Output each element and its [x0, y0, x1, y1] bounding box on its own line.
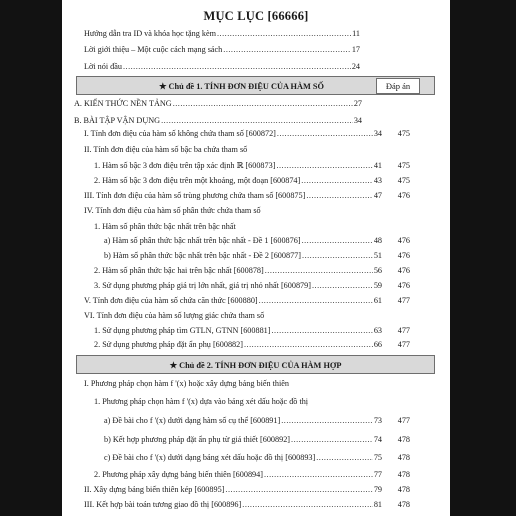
entry-page: 41 — [373, 161, 382, 170]
entry-text: V. Tính đơn điệu của hàm số chứa căn thức [600880] — [84, 296, 258, 305]
entry-page: 48 — [373, 236, 382, 245]
entry-page: 59 — [373, 281, 382, 290]
entry-page: 73 — [373, 416, 382, 425]
entry-answer-page: 478 — [397, 470, 410, 479]
dot-leader — [272, 325, 373, 336]
dot-leader — [123, 61, 351, 72]
entry-answer-page: 476 — [397, 266, 410, 275]
toc-entry[interactable] — [84, 205, 410, 216]
entry-text: III. Tính đơn điệu của hàm số trùng phương chứa tham số [600875] — [84, 191, 306, 200]
toc-entry[interactable] — [84, 499, 410, 510]
toc-entry[interactable] — [94, 280, 410, 291]
dot-leader — [223, 44, 351, 55]
toc-entry[interactable] — [84, 295, 410, 306]
answer-column-label — [376, 78, 420, 94]
entry-text: 1. Sử dụng phương pháp tìm GTLN, GTNN [600881] — [94, 326, 271, 335]
entry-text: 1. Hàm số phân thức bậc nhất trên bậc nhất — [94, 222, 236, 231]
entry-text: 2. Phương pháp xây dựng bảng biến thiên [600894] — [94, 470, 263, 479]
toc-entry[interactable] — [104, 235, 410, 246]
toc-entry[interactable] — [94, 325, 410, 336]
entry-answer-page: 475 — [397, 161, 410, 170]
toc-entry[interactable] — [84, 144, 410, 155]
entry-answer-page: 478 — [397, 485, 410, 494]
entry-answer-page: 477 — [397, 340, 410, 349]
entry-text: b) Hàm số phân thức bậc nhất trên bậc nhất - Đề 2 [600877] — [104, 251, 302, 260]
toc-entry[interactable] — [104, 250, 410, 261]
dot-leader — [312, 280, 373, 291]
toc-entry[interactable] — [94, 469, 410, 480]
entry-text: b) Kết hợp phương pháp đặt ẩn phụ từ giá thiết [600892] — [104, 435, 291, 444]
entry-answer-page: 476 — [397, 191, 410, 200]
toc-entry[interactable] — [94, 339, 410, 350]
entry-answer-page: 476 — [397, 236, 410, 245]
entry-page: 51 — [373, 251, 382, 260]
toc-entry[interactable] — [94, 396, 410, 407]
toc-entry[interactable] — [84, 44, 360, 55]
entry-page: 61 — [373, 296, 382, 305]
entry-page: 34 — [353, 116, 362, 125]
dot-leader — [316, 452, 373, 463]
dot-leader — [244, 339, 373, 350]
entry-page: 56 — [373, 266, 382, 275]
entry-page: 47 — [373, 191, 382, 200]
dot-leader — [291, 434, 373, 445]
dot-leader — [306, 190, 372, 201]
entry-page: 77 — [373, 470, 382, 479]
toc-entry[interactable] — [104, 452, 410, 463]
toc-entry[interactable] — [84, 310, 410, 321]
dot-leader — [301, 175, 373, 186]
toc-entry[interactable] — [84, 484, 410, 495]
toc-entry[interactable] — [94, 221, 410, 232]
chapter-1-title: ★ Chủ đề 1. TÍNH ĐƠN ĐIỆU CỦA HÀM SỐ — [159, 81, 324, 91]
entry-text: Hướng dẫn tra ID và khóa học tặng kèm — [84, 29, 216, 38]
entry-page: 75 — [373, 453, 382, 462]
entry-text: a) Đề bài cho f '(x) dưới dạng hàm số cụ thể [600891] — [104, 416, 281, 425]
toc-entry[interactable] — [104, 415, 410, 426]
entry-answer-page: 477 — [397, 326, 410, 335]
page-title: MỤC LỤC [66666] — [203, 9, 309, 23]
entry-answer-page: 477 — [397, 296, 410, 305]
entry-text: 2. Hàm số bậc 3 đơn điệu trên một khoảng, một đoạn [600874] — [94, 176, 301, 185]
entry-text: 1. Hàm số bậc 3 đơn điệu trên tập xác định ℝ [600873] — [94, 161, 276, 170]
dot-leader — [242, 499, 373, 510]
entry-text: a) Hàm số phân thức bậc nhất trên bậc nhất - Đề 1 [600876] — [104, 236, 301, 245]
entry-answer-page: 476 — [397, 251, 410, 260]
answer-label-text: Đáp án — [385, 81, 411, 91]
entry-text: Lời nói đầu — [84, 62, 122, 71]
chapter-2-title: ★ Chủ đề 2. TÍNH ĐƠN ĐIỆU CỦA HÀM HỢP — [169, 360, 342, 370]
toc-entry[interactable] — [84, 61, 360, 72]
dot-leader — [264, 469, 373, 480]
entry-text: Lời giới thiệu – Một cuộc cách mạng sách — [84, 45, 223, 54]
entry-page: 74 — [373, 435, 382, 444]
chapter-2-heading — [76, 355, 435, 374]
dot-leader — [277, 128, 373, 139]
entry-answer-page: 477 — [397, 416, 410, 425]
entry-answer-page: 476 — [397, 281, 410, 290]
entry-page: 27 — [353, 99, 362, 108]
entry-answer-page: 478 — [397, 435, 410, 444]
entry-text: II. Xây dựng bảng biến thiên kép [600895] — [84, 485, 225, 494]
dot-leader — [265, 265, 373, 276]
entry-answer-page: 475 — [397, 176, 410, 185]
entry-page: 63 — [373, 326, 382, 335]
toc-entry[interactable] — [94, 160, 410, 171]
dot-leader — [217, 28, 351, 39]
entry-text: I. Phương pháp chọn hàm f '(x) hoặc xây dựng bảng biến thiên — [84, 379, 289, 388]
toc-entry[interactable] — [94, 265, 410, 276]
entry-text: 1. Phương pháp chọn hàm f '(x) dựa vào bảng xét dấu hoặc đồ thị — [94, 397, 309, 406]
entry-text: B. BÀI TẬP VẬN DỤNG — [74, 116, 161, 125]
toc-entry[interactable] — [94, 175, 410, 186]
entry-text: VI. Tính đơn điệu của hàm số lượng giác chứa tham số — [84, 311, 265, 320]
entry-text: II. Tính đơn điệu của hàm số bậc ba chứa tham số — [84, 145, 248, 154]
document-page — [62, 0, 450, 516]
entry-page: 17 — [351, 45, 360, 54]
entry-text: 2. Sử dụng phương pháp đặt ẩn phụ [600882] — [94, 340, 243, 349]
dot-leader — [302, 235, 373, 246]
toc-entry[interactable] — [74, 98, 362, 109]
dot-leader — [302, 250, 373, 261]
dot-leader — [259, 295, 373, 306]
toc-entry[interactable] — [84, 190, 410, 201]
entry-page: 34 — [373, 129, 382, 138]
entry-page: 43 — [373, 176, 382, 185]
toc-entry[interactable] — [84, 128, 410, 139]
entry-text: I. Tính đơn điệu của hàm số không chứa tham số [600872] — [84, 129, 276, 138]
entry-page: 66 — [373, 340, 382, 349]
entry-text: III. Kết hợp bài toán tương giao đồ thị [600896] — [84, 500, 242, 509]
entry-answer-page: 478 — [397, 453, 410, 462]
entry-page: 24 — [351, 62, 360, 71]
entry-answer-page: 475 — [397, 129, 410, 138]
dot-leader — [281, 415, 373, 426]
entry-text: IV. Tính đơn điệu của hàm số phân thức chứa tham số — [84, 206, 261, 215]
toc-entry[interactable] — [104, 434, 410, 445]
entry-answer-page: 478 — [397, 500, 410, 509]
entry-page: 11 — [352, 29, 360, 38]
toc-entry[interactable] — [74, 115, 362, 126]
entry-text: 2. Hàm số phân thức bậc hai trên bậc nhất [600878] — [94, 266, 264, 275]
entry-page: 79 — [373, 485, 382, 494]
entry-text: 3. Sử dụng phương pháp giá trị lớn nhất, giá trị nhỏ nhất [600879] — [94, 281, 311, 290]
entry-page: 81 — [373, 500, 382, 509]
dot-leader — [276, 160, 372, 171]
dot-leader — [173, 98, 353, 109]
dot-leader — [161, 115, 353, 126]
toc-entry[interactable] — [84, 28, 360, 39]
entry-text: c) Đề bài cho f '(x) dưới dạng bảng xét dấu hoặc đồ thị [600893] — [104, 453, 316, 462]
entry-text: A. KIẾN THỨC NỀN TẢNG — [74, 99, 172, 108]
dot-leader — [225, 484, 372, 495]
toc-entry[interactable] — [84, 378, 410, 389]
